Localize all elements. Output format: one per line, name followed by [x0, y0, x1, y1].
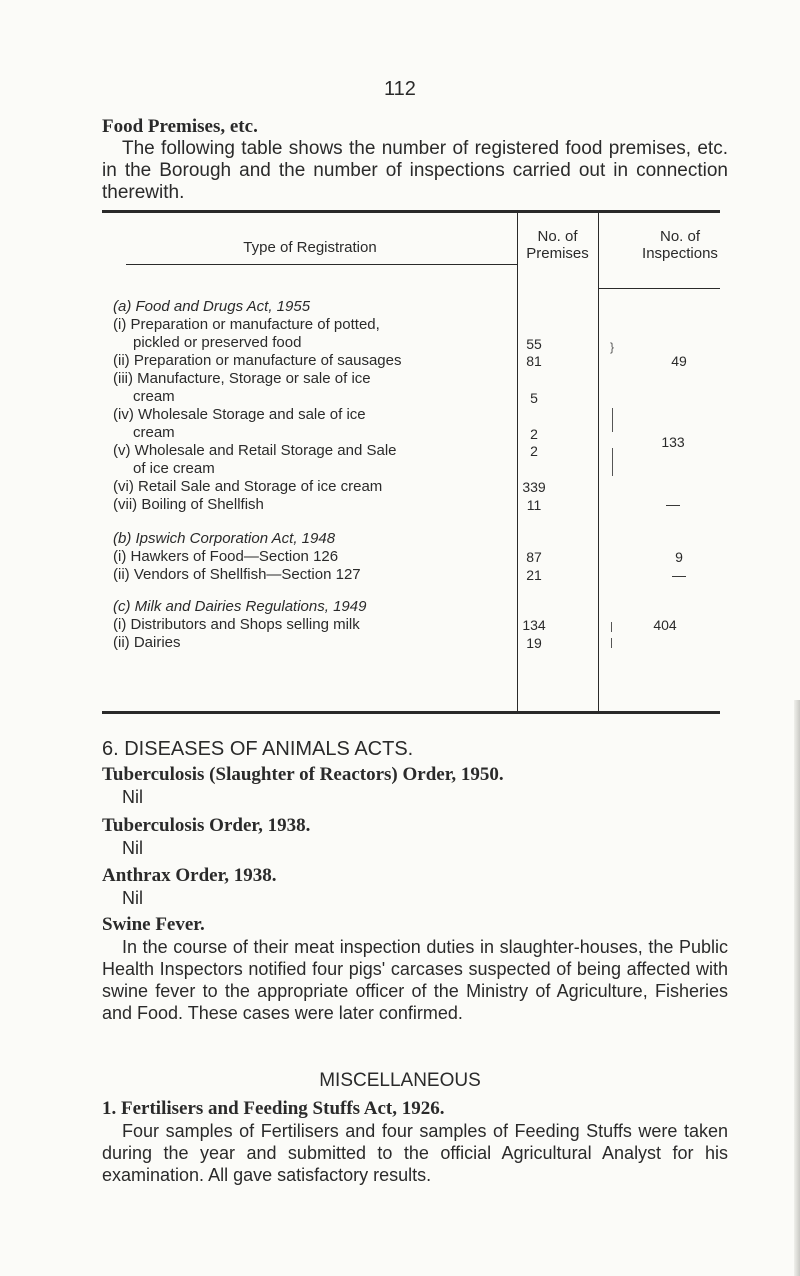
order-value: Nil: [122, 787, 143, 807]
order-title: Anthrax Order, 1938.: [102, 865, 277, 886]
premises-value: 21: [526, 567, 542, 583]
table-row-label: cream: [133, 388, 175, 405]
bracket-mark: [611, 622, 612, 632]
inspections-value: —: [672, 567, 686, 583]
inspections-value: —: [666, 496, 680, 512]
table-row-label: (i) Distributors and Shops selling milk: [113, 616, 360, 633]
header-inspections-line1: No. of: [659, 228, 701, 245]
bracket-mark: [612, 408, 613, 432]
table-row-label: (i) Preparation or manufacture of potted,: [113, 316, 380, 333]
swine-fever-title: Swine Fever.: [102, 914, 205, 935]
header-premises-line2: Premises: [526, 245, 589, 262]
order-title: Tuberculosis Order, 1938.: [102, 815, 311, 836]
table-row-label: pickled or preserved food: [133, 334, 302, 351]
header-inspections-line2: Inspections: [642, 245, 718, 262]
section-b-title: (b) Ipswich Corporation Act, 1948: [113, 530, 336, 547]
inspections-value: 9: [675, 549, 683, 565]
inspections-value: 404: [653, 617, 677, 633]
page-number: 112: [384, 78, 416, 100]
premises-value: 339: [522, 479, 546, 495]
table-row-label: (vi) Retail Sale and Storage of ice cream: [113, 478, 383, 495]
fertilisers-text: Four samples of Fertilisers and four samples of Feeding Stuffs were taken during the year and submitted to the official Agricultural Analyst for his examination. All gave satisfactory results.: [102, 1121, 728, 1185]
table-bottom-rule: [102, 711, 720, 714]
table-row-label: (ii) Preparation or manufacture of sausages: [113, 352, 402, 369]
table-row-label: of ice cream: [133, 460, 215, 477]
header-type: Type of Registration: [243, 239, 377, 256]
order-value: Nil: [122, 838, 143, 858]
header-premises-line1: No. of: [537, 228, 578, 245]
diseases-heading: 6. DISEASES OF ANIMALS ACTS.: [102, 738, 414, 760]
swine-fever-text: In the course of their meat inspection duties in slaughter-houses, the Public Health Inspectors notified four pigs' carcases suspected of being affected with swine fever to the appropriate officer of the Ministry of Agriculture, Fisheries and Food. These cases were later confirmed.: [102, 937, 728, 1023]
bracket-mark: [611, 638, 612, 648]
table-row-label: cream: [133, 424, 175, 441]
bracket-mark: [612, 448, 613, 476]
table-header-rule: [126, 264, 517, 265]
table-header-rule: [598, 288, 720, 289]
table-top-rule: [102, 210, 720, 213]
order-title: Tuberculosis (Slaughter of Reactors) Order, 1950.: [102, 764, 504, 785]
premises-value: 5: [530, 390, 538, 406]
table-row-label: (iii) Manufacture, Storage or sale of ice: [113, 370, 371, 387]
premises-value: 55: [526, 336, 542, 352]
table-row-label: (v) Wholesale and Retail Storage and Sale: [113, 442, 397, 459]
fertilisers-title: 1. Fertilisers and Feeding Stuffs Act, 1926.: [102, 1098, 445, 1119]
premises-value: 2: [530, 426, 538, 442]
section-a-title: (a) Food and Drugs Act, 1955: [113, 298, 311, 315]
miscellaneous-heading: MISCELLANEOUS: [319, 1070, 481, 1091]
order-value: Nil: [122, 888, 143, 908]
table-row-label: (iv) Wholesale Storage and sale of ice: [113, 406, 366, 423]
premises-value: 134: [522, 617, 546, 633]
food-premises-intro: The following table shows the number of registered food premises, etc. in the Borough and the number of inspections carried out in connection therewith.: [102, 138, 728, 203]
inspections-value: 49: [671, 353, 687, 369]
table-row-label: (ii) Vendors of Shellfish—Section 127: [113, 566, 361, 583]
food-premises-heading: Food Premises, etc.: [102, 116, 258, 137]
bracket-mark: }: [610, 340, 615, 354]
page-edge-shadow: [794, 700, 800, 1276]
table-row-label: (i) Hawkers of Food—Section 126: [113, 548, 339, 565]
table-row-label: (vii) Boiling of Shellfish: [113, 496, 264, 513]
table-row-label: (ii) Dairies: [113, 634, 181, 651]
premises-value: 81: [526, 353, 542, 369]
premises-value: 19: [526, 635, 542, 651]
premises-value: 87: [526, 549, 542, 565]
section-c-title: (c) Milk and Dairies Regulations, 1949: [113, 598, 367, 615]
inspections-value: 133: [661, 434, 685, 450]
premises-value: 11: [526, 497, 542, 513]
premises-value: 2: [530, 443, 538, 459]
